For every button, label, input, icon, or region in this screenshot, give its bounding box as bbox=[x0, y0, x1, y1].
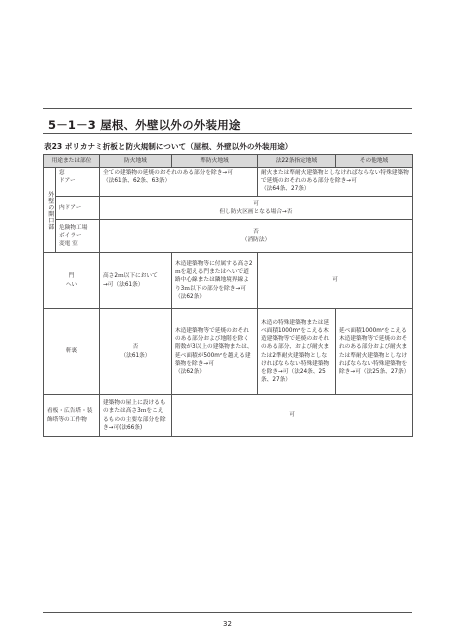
cell-eaves-other: 延べ面積1000m²をこえる木造建築物等で延焼のおそれのある部分および耐火または準耐火建築物としなければならない特殊建築物を除き→可（法25条、27条） bbox=[336, 309, 413, 395]
cell-hazard: 否 （消防法） bbox=[100, 220, 413, 253]
cell-sign-rest: 可 bbox=[172, 395, 413, 437]
top-rule bbox=[43, 108, 412, 109]
table-row bbox=[44, 309, 413, 395]
section-rule bbox=[43, 133, 412, 134]
cell-gate-rest: 可 bbox=[258, 253, 413, 309]
header-fire-zone: 防火地域 bbox=[100, 155, 172, 168]
cell-eaves-art22: 木造の特殊建築物または延べ面積1000m²をこえる木造建築物等で延焼のおそれのある部分、および耐火または2準耐火建築物としなければならない特殊建築物を除き→可（法24条、25条、27条） bbox=[258, 309, 336, 395]
header-art22-zone: 法22条指定地域 bbox=[258, 155, 336, 168]
table-caption: 表23 ポリカナミ折板と防火規制について（屋根、外壁以外の外装用途） bbox=[44, 142, 293, 151]
table-row bbox=[44, 395, 413, 437]
header-usage: 用途または部位 bbox=[44, 155, 100, 168]
row-label-hazard: 危険物工場 ボイラー 変電 室 bbox=[56, 220, 100, 253]
cell-eaves-fire: 否 （法61条） bbox=[100, 309, 172, 395]
cell-eaves-semi: 木造建築物等で延焼のおそれのある部分および地階を除く階数が3以上の建築物または、延べ面積が500m²を越える建築物を除き→可 （法62条） bbox=[172, 309, 258, 395]
header-other-zone: その他地域 bbox=[336, 155, 413, 168]
row-label-sign: 看板・広告塔・装飾塔等の工作物 bbox=[44, 395, 100, 437]
page-number: 32 bbox=[223, 620, 232, 628]
row-label-eaves: 軒裏 bbox=[44, 309, 100, 395]
table-row bbox=[44, 197, 413, 220]
table-row bbox=[44, 220, 413, 253]
table-row bbox=[44, 168, 413, 197]
cell-gate-semi: 木造建築物等に付属する高さ2ｍを超える門またはへいで道路中心線または隣地境界線より3ｍ以下の部分を除き→可（法62条） bbox=[172, 253, 258, 309]
group-label-opening: 外壁の開口部 bbox=[44, 168, 56, 253]
cell-door-fire: 全ての建築物の延焼のおそれのある部分を除き→可 （法61条、62条、63条） bbox=[100, 168, 258, 197]
row-label-inner-door: 内ドアー bbox=[56, 197, 100, 220]
footer-rule bbox=[43, 612, 412, 613]
row-label-gate: 門 へい bbox=[44, 253, 100, 309]
cell-inner-door: 可 但し防火区画となる場合→否 bbox=[100, 197, 413, 220]
cell-sign-fire: 建築物の屋上に設けるものまたは高さ3ｍをこえるものの主要な部分を除き→可(法66条) bbox=[100, 395, 172, 437]
table-header-row bbox=[44, 155, 413, 168]
cell-gate-fire: 高さ2ｍ以下において →可（法61条） bbox=[100, 253, 172, 309]
header-semi-fire-zone: 準防火地域 bbox=[172, 155, 258, 168]
fire-regulation-table bbox=[43, 154, 413, 437]
cell-door-art22: 耐火または準耐火建築物としなければならない特殊建築物で延焼のおそれのある部分を除き→可 （法64条、27条） bbox=[258, 168, 413, 197]
row-label-door: 窓 ドアー bbox=[56, 168, 100, 197]
table-row bbox=[44, 253, 413, 309]
section-title: 5－1－3 屋根、外壁以外の外装用途 bbox=[48, 118, 241, 132]
